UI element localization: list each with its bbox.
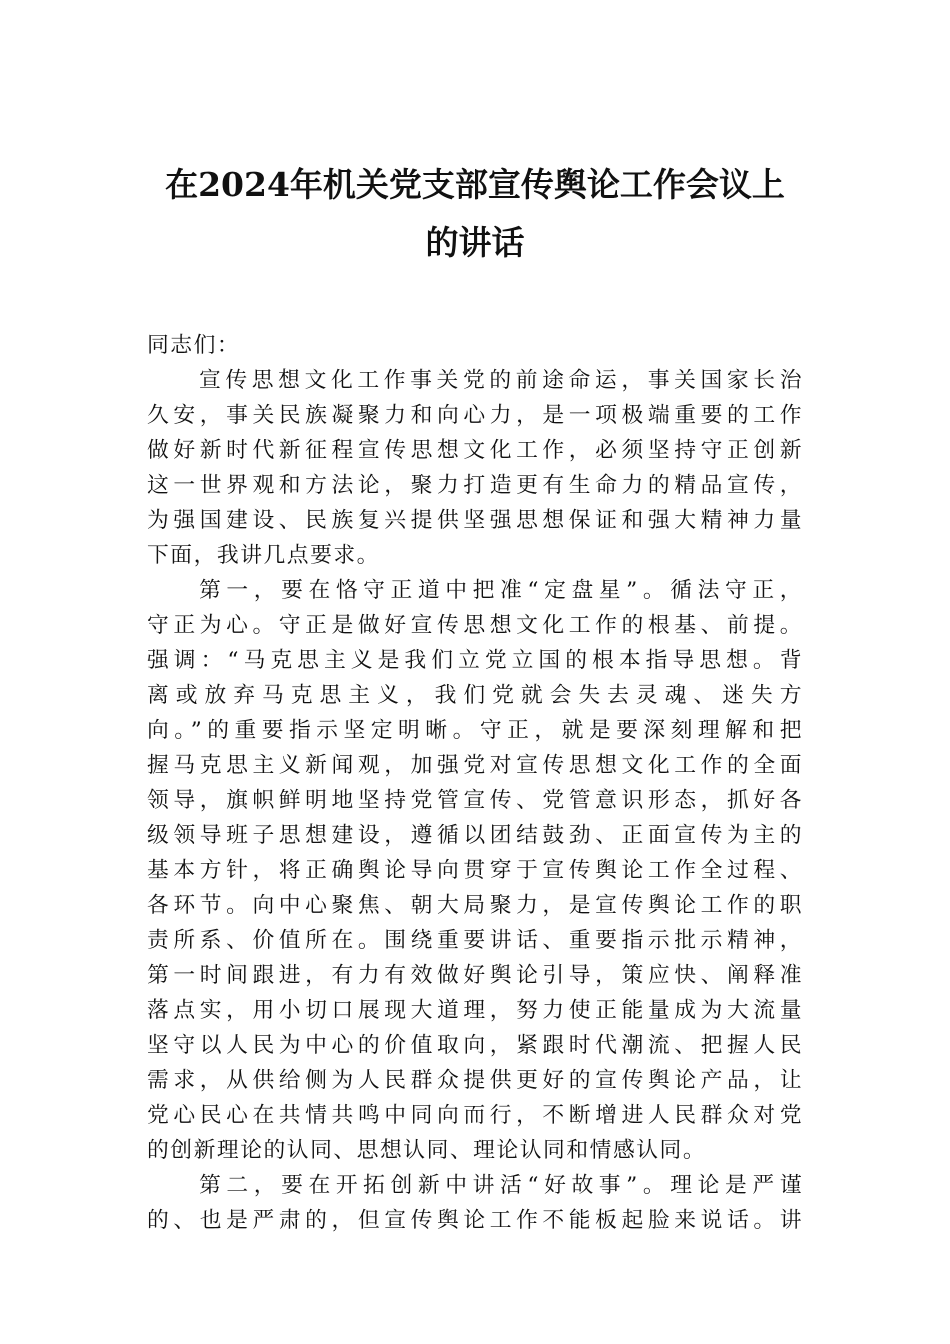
paragraph-line: 宣传思想文化工作事关党的前途命运，事关国家长治 — [199, 368, 803, 393]
paragraph-line: 下面，我讲几点要求。 — [147, 543, 380, 568]
paragraph-line: 久安，事关民族凝聚力和向心力，是一项极端重要的工作 — [147, 403, 803, 428]
paragraph-line: 党心民心在共情共鸣中同向而行，不断增进人民群众对党 — [147, 1103, 803, 1128]
paragraph-line: 离或放弃马克思主义，我们党就会失去灵魂、迷失方 — [147, 683, 803, 708]
paragraph-line: 第一时间跟进，有力有效做好舆论引导，策应快、阐释准 — [147, 963, 803, 988]
paragraph-line: 基本方针，将正确舆论导向贯穿于宣传舆论工作全过程、 — [147, 858, 803, 883]
document-body — [147, 328, 803, 1238]
paragraph-line: 强调：“马克思主义是我们立党立国的根本指导思想。背 — [147, 648, 803, 673]
title-line: 在2024年机关党支部宣传舆论工作会议上 — [165, 165, 785, 204]
paragraph-line: 领导，旗帜鲜明地坚持党管宣传、党管意识形态，抓好各 — [147, 788, 803, 813]
paragraph-line: 做好新时代新征程宣传思想文化工作，必须坚持守正创新 — [147, 438, 803, 463]
paragraph-line: 级领导班子思想建设，遵循以团结鼓劲、正面宣传为主的 — [147, 823, 803, 848]
paragraph-line: 握马克思主义新闻观，加强党对宣传思想文化工作的全面 — [147, 753, 803, 778]
paragraph-line: 为强国建设、民族复兴提供坚强思想保证和强大精神力量 — [147, 508, 803, 533]
paragraph-line: 这一世界观和方法论，聚力打造更有生命力的精品宣传， — [147, 473, 803, 498]
title-line: 的讲话 — [425, 223, 525, 262]
paragraph-line: 责所系、价值所在。围绕重要讲话、重要指示批示精神， — [147, 928, 803, 953]
salutation: 同志们： — [147, 333, 241, 358]
paragraph-line: 各环节。向中心聚焦、朝大局聚力，是宣传舆论工作的职 — [147, 893, 803, 918]
paragraph-line: 第一，要在恪守正道中把准“定盘星”。循法守正， — [199, 578, 803, 603]
paragraph-line: 第二，要在开拓创新中讲活“好故事”。理论是严谨 — [199, 1173, 803, 1198]
document-title — [140, 156, 810, 272]
paragraph-line: 落点实，用小切口展现大道理，努力使正能量成为大流量 — [147, 998, 803, 1023]
paragraph-line: 守正为心。守正是做好宣传思想文化工作的根基、前提。 — [147, 613, 803, 638]
paragraph-line: 的、也是严肃的，但宣传舆论工作不能板起脸来说话。讲 — [147, 1208, 803, 1233]
paragraph-line: 的创新理论的认同、思想认同、理论认同和情感认同。 — [147, 1138, 707, 1163]
paragraph-line: 坚守以人民为中心的价值取向，紧跟时代潮流、把握人民 — [147, 1033, 803, 1058]
paragraph-line: 向。”的重要指示坚定明晰。守正，就是要深刻理解和把 — [147, 718, 803, 743]
paragraph-line: 需求，从供给侧为人民群众提供更好的宣传舆论产品，让 — [147, 1068, 803, 1093]
